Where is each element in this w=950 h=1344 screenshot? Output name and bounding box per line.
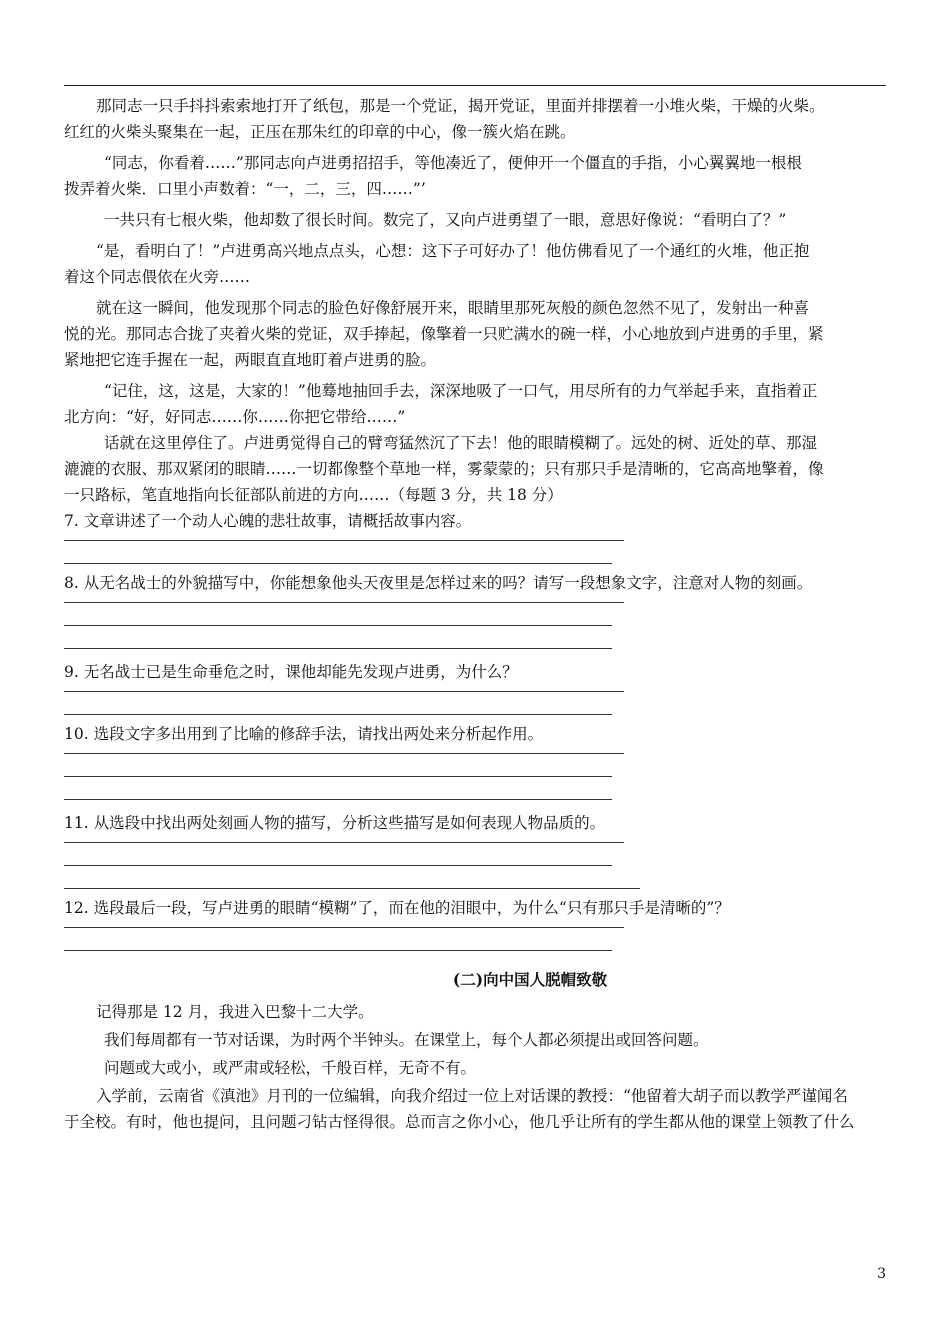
text-line: 紧地把它连手握在一起，两眼直直地盯着卢进勇的脸。	[64, 351, 437, 369]
page-number: 3	[877, 1266, 886, 1282]
question-12: 12. 选段最后一段，写卢进勇的眼睛“模糊”了，而在他的泪眼中，为什么“只有那只手是清晰的”？	[64, 899, 730, 917]
answer-line[interactable]	[64, 950, 612, 951]
text-line: 一共只有七根火柴，他却数了很长时间。数完了，又向卢进勇望了一眼，意思好像说：“看明白了？”	[104, 211, 787, 229]
question-10: 10. 选段文字多出用到了比喻的修辞手法，请找出两处来分析起作用。	[64, 725, 544, 743]
text-line: 于全校。有时，他也提问，且问题刁钻古怪得很。总而言之你小心，他几乎让所有的学生都从他的课堂上领教了什么	[64, 1113, 855, 1131]
question-7: 7. 文章讲述了一个动人心魄的悲壮故事，请概括故事内容。	[64, 512, 472, 530]
paragraph	[64, 1083, 886, 1135]
paragraph	[64, 1027, 886, 1053]
text-line: “是，看明白了！”卢进勇高兴地点点头，心想：这下子可好办了！他仿佛看见了一个通红的火堆，他正抱	[96, 242, 810, 260]
paragraph	[64, 238, 886, 290]
text-line: 记得那是 12 月，我进入巴黎十二大学。	[96, 1003, 374, 1021]
text-line: 那同志一只手抖抖索索地打开了纸包，那是一个党证，揭开党证，里面并排摆着一小堆火柴，干燥的火柴。	[96, 97, 825, 115]
text-line: 就在这一瞬间，他发现那个同志的脸色好像舒展开来，眼睛里那死灰般的颜色忽然不见了，发射出一种喜	[96, 299, 810, 317]
section-title: (二)向中国人脱帽致敬	[452, 970, 608, 989]
text-line: 拨弄着火柴．口里小声数着：“一，二，三，四……”’	[64, 180, 426, 198]
paragraph	[64, 430, 886, 508]
paragraph	[64, 207, 886, 233]
text-line: 入学前，云南省《滇池》月刊的一位编辑，向我介绍过一位上对话课的教授：“他留着大胡子而以教学严谨闻名	[96, 1087, 848, 1105]
text-line: “同志，你看着……”那同志向卢进勇招招手，等他凑近了，便伸开一个僵直的手指，小心翼翼地一根根	[104, 154, 802, 172]
text-line: 北方向：“好，好同志……你……你把它带给……”	[64, 408, 406, 426]
page-content	[64, 93, 886, 1140]
question-9: 9. 无名战士已是生命垂危之时，课他却能先发现卢进勇，为什么？	[64, 663, 518, 681]
paragraph	[64, 999, 886, 1025]
text-line: 悦的光。那同志合拢了夹着火柴的党证，双手捧起，像擎着一只贮满水的碗一样，小心地放到卢进勇的手里，紧	[64, 325, 824, 343]
text-line: 问题或大或小，或严肃或轻松，千般百样，无奇不有。	[104, 1059, 477, 1077]
question-11: 11. 从选段中找出两处刻画人物的描写，分析这些描写是如何表现人物品质的。	[64, 814, 606, 832]
text-line: 话就在这里停住了。卢进勇觉得自己的臂弯猛然沉了下去！他的眼睛模糊了。远处的树、近处的草、那湿	[104, 434, 818, 452]
text-line: 红红的火柴头聚集在一起，正压在那朱红的印章的中心，像一簇火焰在跳。	[64, 123, 576, 141]
text-line: “记住，这，这是，大家的！”他蓦地抽回手去，深深地吸了一口气，用尽所有的力气举起手来，直指着正	[104, 382, 818, 400]
paragraph	[64, 93, 886, 145]
question-8: 8. 从无名战士的外貌描写中，你能想象他头天夜里是怎样过来的吗？请写一段想象文字，注意对人物的刻画。	[64, 574, 813, 592]
text-line: 着这个同志偎依在火旁……	[64, 268, 251, 286]
paragraph	[64, 150, 886, 202]
text-line: 一只路标，笔直地指向长征部队前进的方向……（每题 3 分，共 18 分）	[64, 486, 563, 504]
text-line: 我们每周都有一节对话课，为时两个半钟头。在课堂上，每个人都必须提出或回答问题。	[104, 1031, 709, 1049]
paragraph	[64, 295, 886, 373]
paragraph	[64, 1055, 886, 1081]
header-rule	[64, 85, 886, 86]
paragraph	[64, 378, 886, 430]
text-line: 漉漉的衣服、那双紧闭的眼睛……一切都像整个草地一样，雾蒙蒙的；只有那只手是清晰的，它高高地擎着，像	[64, 460, 824, 478]
